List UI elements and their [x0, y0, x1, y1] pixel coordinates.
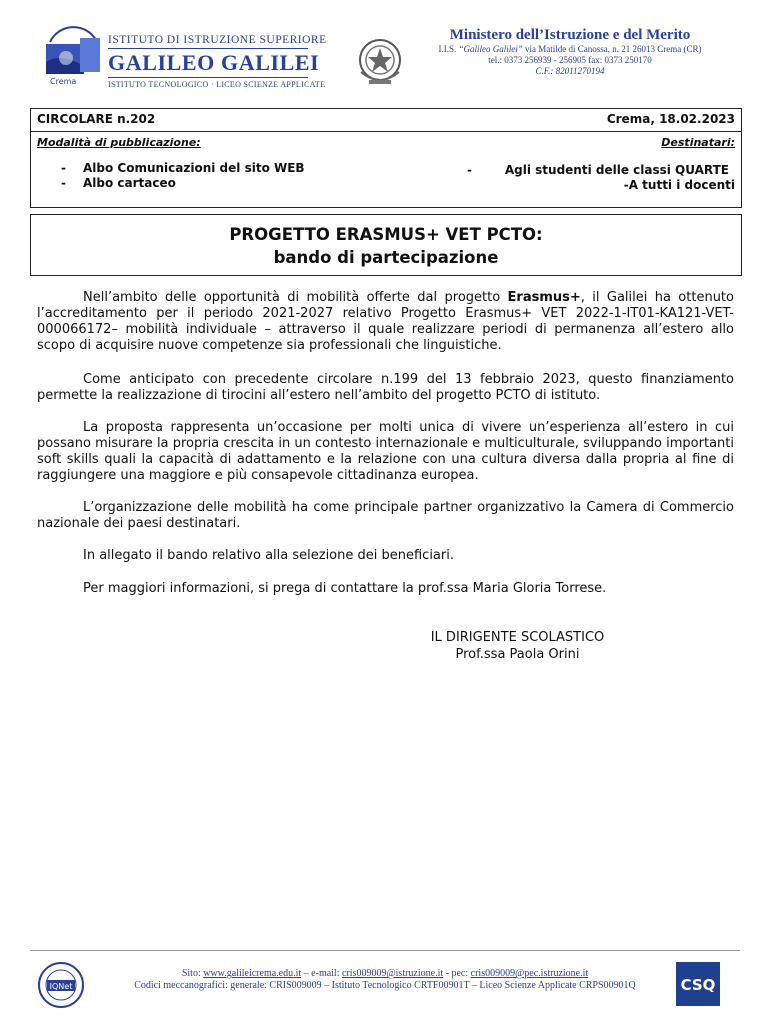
title-box — [30, 214, 742, 276]
list-item: -A tutti i docenti — [623, 178, 735, 192]
signatory-role: IL DIRIGENTE SCOLASTICO — [430, 630, 605, 645]
signatory-name: Prof.ssa Paola Orini — [455, 647, 580, 662]
paragraph: La proposta rappresenta un’occasione per molti unica di vivere un’esperienza all’estero in cui possano misurare la propria crescita in un contesto internazionale e multiculturale, sviluppando importanti soft skills quali la capacità di adattamento e la relazione con una cultura diversa dalla propria al fine di raggiungere una maggiore e più consapevole cittadinanza europea. — [37, 420, 734, 483]
school-codes: Codici meccanografici: generale: CRIS009009 – Istituto Tecnologico CRTF00901T – Liceo Scienze Applicate CRPS00901Q — [134, 980, 636, 991]
circular-number: CIRCOLARE n.202 — [37, 112, 156, 126]
footer-divider — [30, 950, 740, 951]
paragraph: L’organizzazione delle mobilità ha come principale partner organizzativo la Camera di Commercio nazionale dei paesi destinatari. — [37, 500, 734, 531]
school-subtitle: ISTITUTO TECNOLOGICO · LICEO SCIENZE APPLICATE — [108, 77, 308, 89]
school-name: GALILEO GALILEI — [108, 50, 320, 75]
footer-contacts: Sito: www.galileicrema.edu.it – e-mail: cris009009@istruzione.it - pec: cris009009@pec.istruzione.it Codici meccanografici: generale: CRIS009009 – Istituto Tecnologico CRTF00901T – Liceo Scienze Applicate CRPS00901Q — [100, 968, 670, 992]
ministry-header — [410, 27, 730, 77]
school-phone: tel.: 0373 256939 - 256905 fax: 0373 250170 — [488, 55, 652, 65]
list-item: - Albo Comunicazioni del sito WEB — [61, 161, 305, 175]
list-item: - Agli studenti delle classi QUARTE — [467, 163, 729, 177]
italian-emblem-icon — [355, 36, 405, 88]
paragraph: Nell’ambito delle opportunità di mobilità offerte dal progetto Erasmus+, il Galilei ha ottenuto l’accreditamento per il periodo 2021-2027 relativo Progetto Erasmus+ VET 2022-1-IT01-KA121-VET-000066172– mobilità individuale – attraverso il quale realizzare periodi di permanenza all’estero allo scopo di acquisire nuove competenze sia professionali che linguistiche. — [37, 290, 734, 353]
csq-label: CSQ — [680, 976, 716, 994]
school-type: ISTITUTO DI ISTRUZIONE SUPERIORE — [108, 34, 308, 49]
paragraph: Come anticipato con precedente circolare n.199 del 13 febbraio 2023, questo finanziamento permette la realizzazione di tirocini all’estero nell’ambito del progetto PCTO di istituto. — [37, 372, 734, 403]
publication-mode-label: Modalità di pubblicazione: — [37, 136, 201, 149]
iqnet-certification-icon — [36, 960, 86, 1010]
document-subtitle: bando di partecipazione — [273, 248, 499, 267]
email-link[interactable]: cris009009@istruzione.it — [342, 968, 444, 979]
iqnet-label: IQNet — [49, 982, 73, 991]
divider — [31, 131, 741, 132]
document-title: PROGETTO ERASMUS+ VET PCTO: — [229, 225, 543, 244]
publication-mode-list — [61, 161, 305, 191]
paragraph: Per maggiori informazioni, si prega di contattare la prof.ssa Maria Gloria Torrese. — [83, 581, 607, 596]
circular-info-box — [30, 108, 742, 208]
csq-certification-icon — [676, 962, 720, 1006]
school-address: I.I.S. “Galileo Galilei” via Matilde di Canossa, n. 21 26013 Crema (CR) — [438, 44, 702, 54]
school-name-block — [108, 34, 327, 89]
recipients-list — [467, 163, 735, 193]
website-link[interactable]: www.galileicrema.edu.it — [203, 968, 302, 979]
pec-link[interactable]: cris009009@pec.istruzione.it — [470, 968, 589, 979]
list-item: - Albo cartaceo — [61, 176, 176, 190]
recipients-label: Destinatari: — [661, 136, 735, 149]
paragraph: In allegato il bando relativo alla selezione dei beneficiari. — [83, 548, 454, 563]
signature-block — [360, 629, 675, 663]
circular-date: Crema, 18.02.2023 — [606, 112, 735, 126]
school-logo — [40, 22, 106, 88]
school-tax-code: C.F.: 82011270194 — [535, 66, 605, 76]
ministry-title: Ministero dell’Istruzione e del Merito — [449, 27, 691, 43]
logo-caption: Crema — [50, 77, 77, 86]
